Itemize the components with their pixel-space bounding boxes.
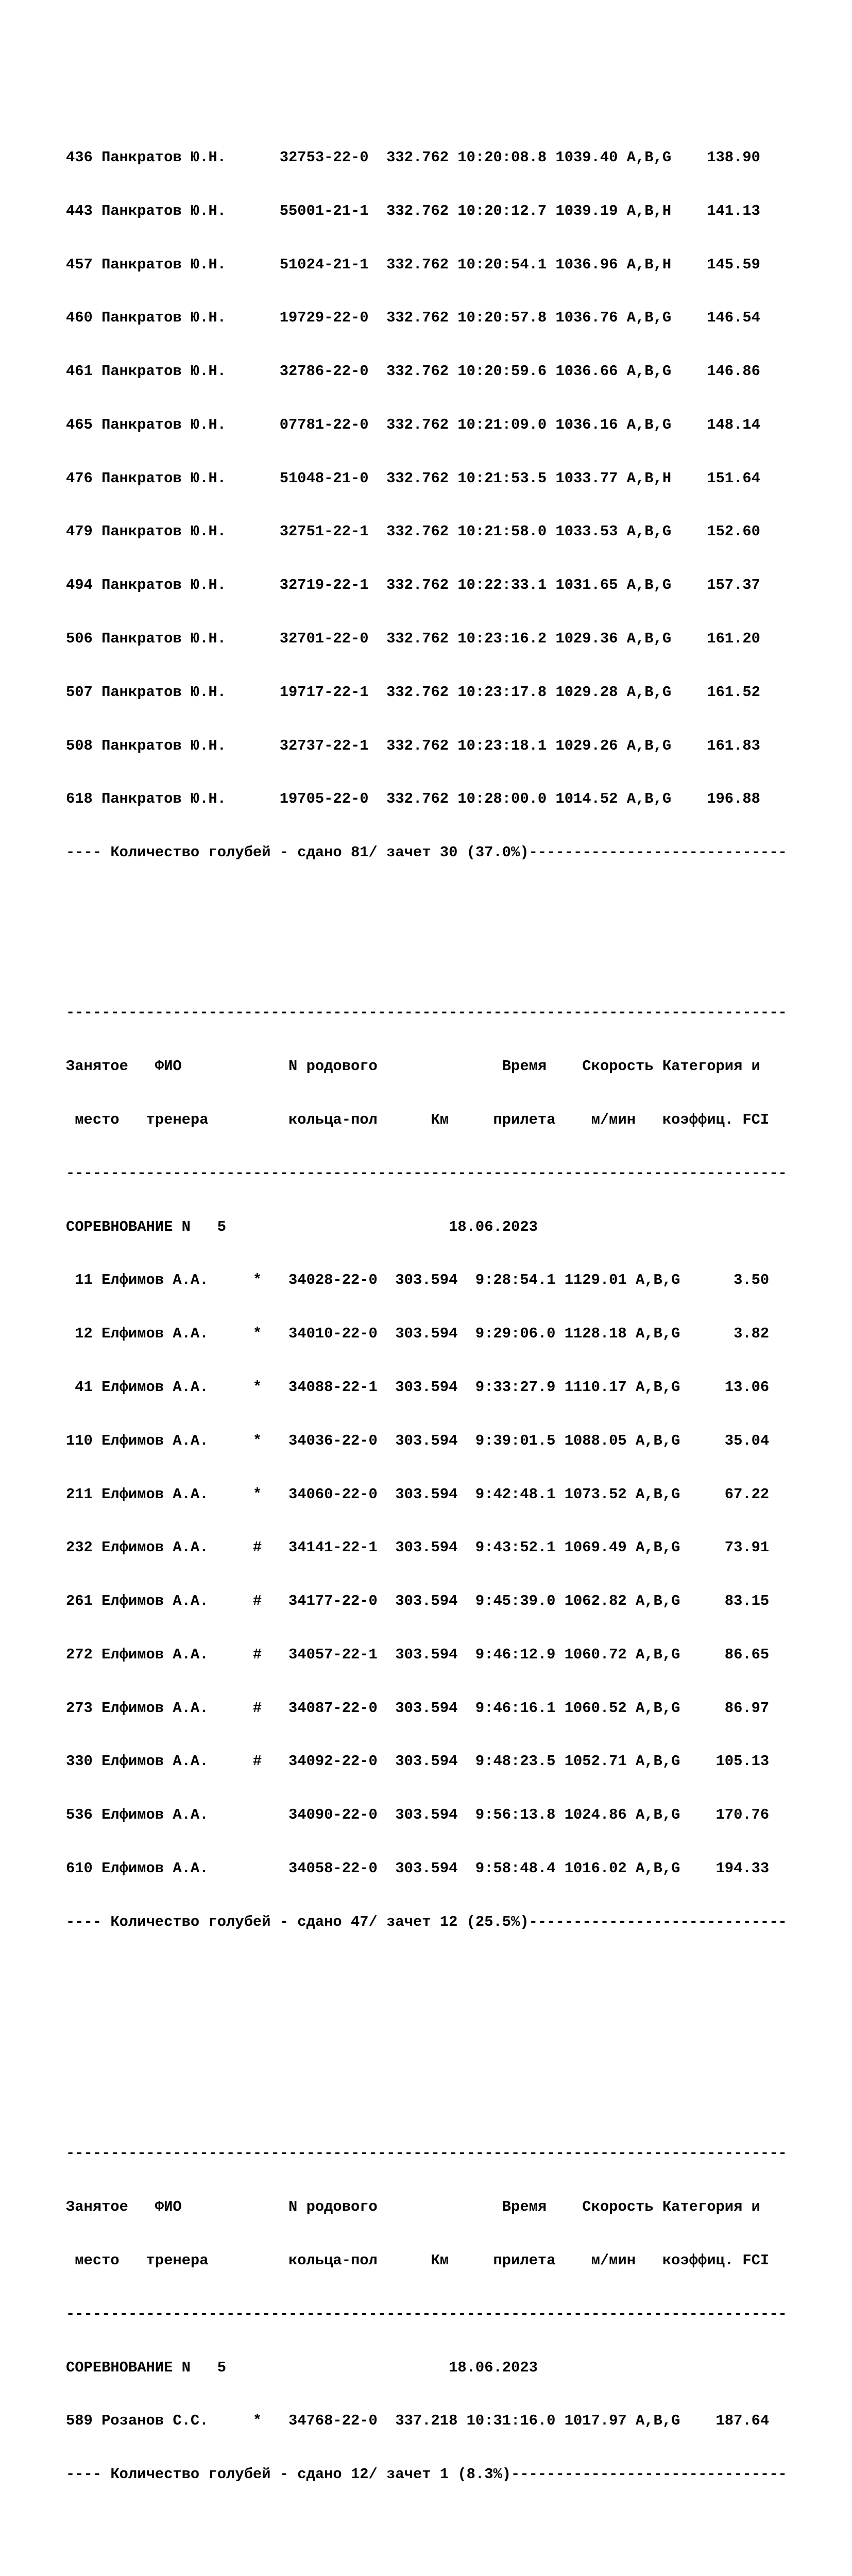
result-row: 443 Панкратов Ю.Н. 55001-21-1 332.762 10:20:12.7 1039.19 A,B,H 141.13 (66, 202, 760, 219)
separator-line: --------------------------------------------------------------------------------- (66, 2145, 787, 2162)
column-header-line-2: место тренера кольца-пол Км прилета м/мин коэффиц. FCI (66, 2252, 770, 2269)
column-header-line-2: место тренера кольца-пол Км прилета м/мин коэффиц. FCI (66, 1111, 770, 1129)
blank-line (66, 2573, 787, 2576)
result-row: 457 Панкратов Ю.Н. 51024-21-1 332.762 10:20:54.1 1036.96 A,B,H 145.59 (66, 256, 760, 273)
separator-line: --------------------------------------------------------------------------------- (66, 2305, 787, 2323)
competition-title: СОРЕВНОВАНИЕ N 5 18.06.2023 (66, 2359, 538, 2376)
column-header-line-1: Занятое ФИО N родового Время Скорость Категория и (66, 1058, 760, 1075)
result-row: 261 Елфимов А.А. # 34177-22-0 303.594 9:45:39.0 1062.82 A,B,G 83.15 (66, 1592, 770, 1610)
result-row: 507 Панкратов Ю.Н. 19717-22-1 332.762 10:23:17.8 1029.28 A,B,G 161.52 (66, 683, 760, 701)
column-header-line-1: Занятое ФИО N родового Время Скорость Категория и (66, 2198, 760, 2216)
result-row: 618 Панкратов Ю.Н. 19705-22-0 332.762 10:28:00.0 1014.52 A,B,G 196.88 (66, 790, 760, 808)
result-row: 465 Панкратов Ю.Н. 07781-22-0 332.762 10:21:09.0 1036.16 A,B,G 148.14 (66, 416, 760, 433)
result-row: 479 Панкратов Ю.Н. 32751-22-1 332.762 10:21:58.0 1033.53 A,B,G 152.60 (66, 523, 760, 540)
result-row: 476 Панкратов Ю.Н. 51048-21-0 332.762 10:21:53.5 1033.77 A,B,H 151.64 (66, 469, 760, 487)
result-row: 494 Панкратов Ю.Н. 32719-22-1 332.762 10:22:33.1 1031.65 A,B,G 157.37 (66, 577, 760, 594)
blank-line (66, 2020, 787, 2038)
result-row: 610 Елфимов А.А. 34058-22-0 303.594 9:58:48.4 1016.02 A,B,G 194.33 (66, 1859, 770, 1877)
result-row: 506 Панкратов Ю.Н. 32701-22-0 332.762 10:23:16.2 1029.36 A,B,G 161.20 (66, 630, 760, 647)
top-results-block (66, 113, 787, 897)
competition-block-elfimov (66, 969, 787, 1967)
result-row: 273 Елфимов А.А. # 34087-22-0 303.594 9:46:16.1 1060.52 A,B,G 86.97 (66, 1699, 770, 1717)
result-row: 211 Елфимов А.А. * 34060-22-0 303.594 9:42:48.1 1073.52 A,B,G 67.22 (66, 1485, 770, 1503)
result-row: 12 Елфимов А.А. * 34010-22-0 303.594 9:29:06.0 1128.18 A,B,G 3.82 (66, 1325, 770, 1343)
competition-title: СОРЕВНОВАНИЕ N 5 18.06.2023 (66, 1218, 538, 1235)
result-row: 508 Панкратов Ю.Н. 32737-22-1 332.762 10:23:18.1 1029.26 A,B,G 161.83 (66, 737, 760, 754)
summary-line: ---- Количество голубей - сдано 81/ зачет 30 (37.0%)----------------------------- (66, 844, 787, 861)
separator-line: --------------------------------------------------------------------------------- (66, 1164, 787, 1182)
results-document (66, 60, 787, 2576)
summary-line: ---- Количество голубей - сдано 47/ зачет 12 (25.5%)----------------------------- (66, 1913, 787, 1930)
result-row: 536 Елфимов А.А. 34090-22-0 303.594 9:56:13.8 1024.86 A,B,G 170.76 (66, 1806, 770, 1824)
result-row: 460 Панкратов Ю.Н. 19729-22-0 332.762 10:20:57.8 1036.76 A,B,G 146.54 (66, 309, 760, 327)
result-row: 461 Панкратов Ю.Н. 32786-22-0 332.762 10:20:59.6 1036.66 A,B,G 146.86 (66, 363, 760, 380)
competition-block-rozanov (66, 2109, 787, 2519)
result-row: 589 Розанов С.С. * 34768-22-0 337.218 10:31:16.0 1017.97 A,B,G 187.64 (66, 2412, 770, 2430)
result-row: 232 Елфимов А.А. # 34141-22-1 303.594 9:43:52.1 1069.49 A,B,G 73.91 (66, 1539, 770, 1556)
result-row: 272 Елфимов А.А. # 34057-22-1 303.594 9:46:12.9 1060.72 A,B,G 86.65 (66, 1646, 770, 1663)
summary-line: ---- Количество голубей - сдано 12/ зачет 1 (8.3%)------------------------------- (66, 2466, 787, 2483)
result-row: 41 Елфимов А.А. * 34088-22-1 303.594 9:33:27.9 1110.17 A,B,G 13.06 (66, 1378, 770, 1396)
separator-line: --------------------------------------------------------------------------------- (66, 1004, 787, 1022)
result-row: 11 Елфимов А.А. * 34028-22-0 303.594 9:28:54.1 1129.01 A,B,G 3.50 (66, 1272, 770, 1289)
result-row: 110 Елфимов А.А. * 34036-22-0 303.594 9:39:01.5 1088.05 A,B,G 35.04 (66, 1432, 770, 1449)
result-row: 436 Панкратов Ю.Н. 32753-22-0 332.762 10:20:08.8 1039.40 A,B,G 138.90 (66, 148, 760, 166)
result-row: 330 Елфимов А.А. # 34092-22-0 303.594 9:48:23.5 1052.71 A,B,G 105.13 (66, 1753, 770, 1770)
